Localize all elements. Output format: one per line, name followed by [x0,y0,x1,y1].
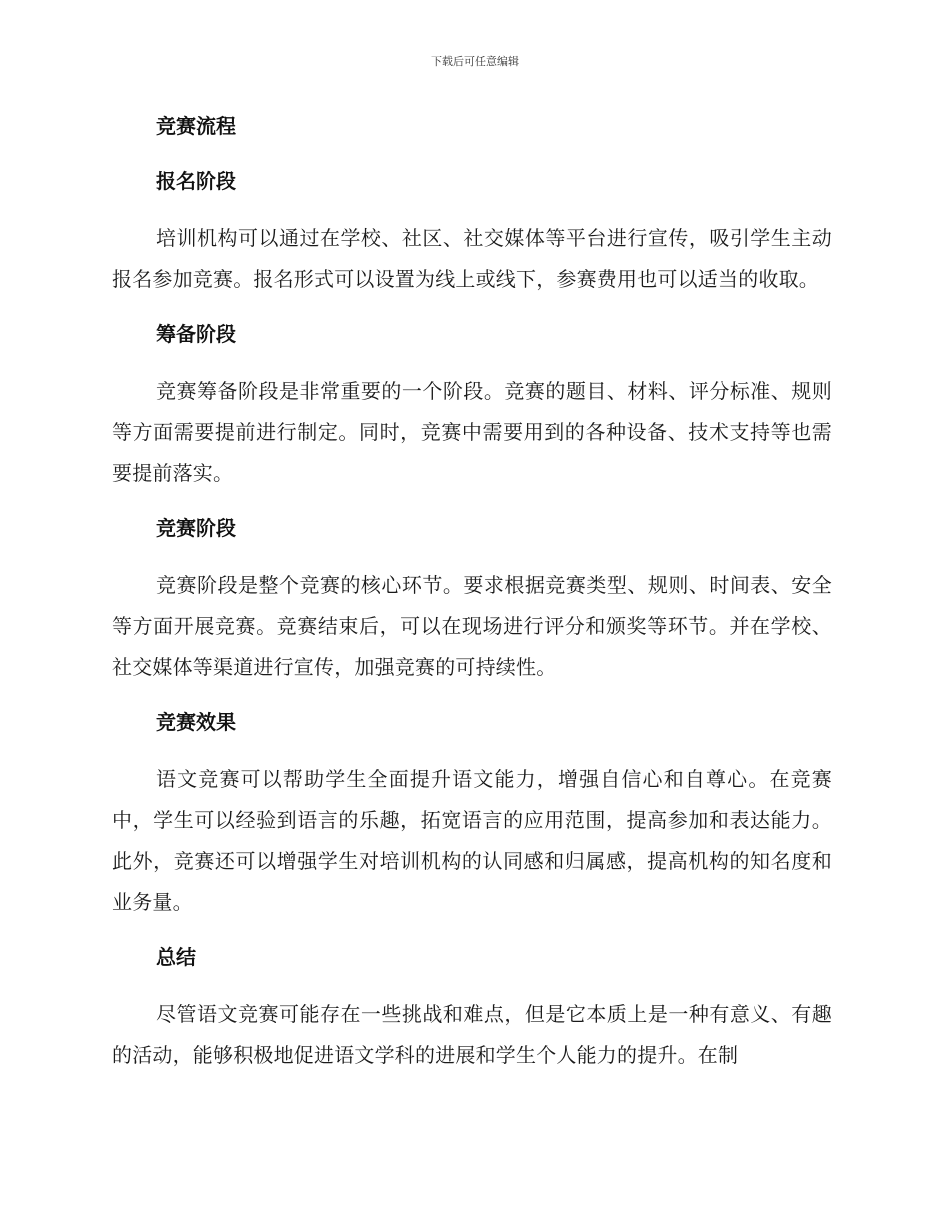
paragraph-competition: 竞赛阶段是整个竞赛的核心环节。要求根据竞赛类型、规则、时间表、安全等方面开展竞赛。竞赛结束后，可以在现场进行评分和颁奖等环节。并在学校、社交媒体等渠道进行宣传，加强竞赛的可持续性。 [112,573,832,679]
paragraph-effects: 语文竞赛可以帮助学生全面提升语文能力，增强自信心和自尊心。在竞赛中，学生可以经验到语言的乐趣，拓宽语言的应用范围，提高参加和表达能力。此外，竞赛还可以增强学生对培训机构的认同感和归属感，提高机构的知名度和业务量。 [112,767,832,914]
page-header: 下载后可任意编辑 [431,55,519,68]
document-body [112,108,832,1092]
paragraph-summary: 尽管语文竞赛可能存在一些挑战和难点，但是它本质上是一种有意义、有趣的活动，能够积极地促进语文学科的进展和学生个人能力的提升。在制 [112,1002,832,1067]
section-heading-process: 竞赛流程 [156,114,236,138]
section-heading-competition: 竞赛阶段 [156,516,236,540]
section-heading-summary: 总结 [156,945,196,969]
paragraph-registration: 培训机构可以通过在学校、社区、社交媒体等平台进行宣传，吸引学生主动报名参加竞赛。报名形式可以设置为线上或线下，参赛费用也可以适当的收取。 [112,226,832,291]
section-heading-effects: 竞赛效果 [156,710,236,734]
section-heading-preparation: 筹备阶段 [156,322,236,346]
section-heading-registration: 报名阶段 [156,169,236,193]
paragraph-preparation: 竞赛筹备阶段是非常重要的一个阶段。竞赛的题目、材料、评分标准、规则等方面需要提前进行制定。同时，竞赛中需要用到的各种设备、技术支持等也需要提前落实。 [112,379,832,485]
